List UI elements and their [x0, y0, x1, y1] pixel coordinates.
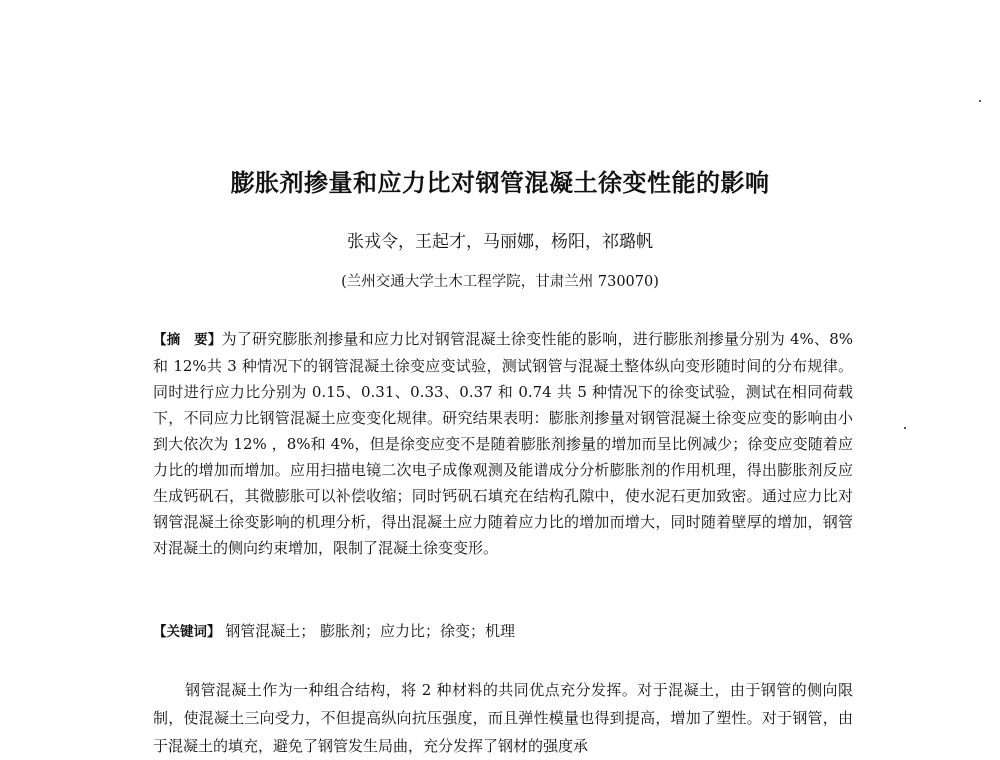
- affiliation: (兰州交通大学土木工程学院，甘肃兰州 730070): [341, 274, 659, 290]
- keywords: [153, 618, 853, 645]
- abstract-label: 【摘 要】: [153, 332, 222, 348]
- abstract: [153, 326, 853, 561]
- body-paragraph: 钢管混凝土作为一种组合结构，将 2 种材料的共同优点充分发挥。对于混凝土，由于钢管的侧向限制，使混凝土三向受力，不但提高纵向抗压强度，而且弹性模量也得到提高，增加了塑性。对于钢管，由于混凝土的填充，避免了钢管发生局曲，充分发挥了钢材的强度承: [153, 681, 853, 755]
- author-list: 张戎令，王起才，马丽娜，杨阳，祁璐帆: [347, 232, 653, 252]
- keywords-text: 钢管混凝土； 膨胀剂；应力比；徐变；机理: [220, 622, 516, 640]
- abstract-text: 为了研究膨胀剂掺量和应力比对钢管混凝土徐变性能的影响，进行膨胀剂掺量分别为 4%、8%和 12%共 3 种情况下的钢管混凝土徐变应变试验，测试钢管与混凝土整体纵向变形随时间的分布规律。同时进行应力比分别为 0.15、0.31、0.33、0.37 和 0.74 共 5 种情况下的徐变试验，测试在相同荷载下，不同应力比钢管混凝土应变变化规律。研究结果表明：膨胀剂掺量对钢管混凝土徐变应变的影响由小到大依次为 12% ，8%和 4%，但是徐变应变不是随着膨胀剂掺量的增加而呈比例减少；徐变应变随着应力比的增加而增加。应用扫描电镜二次电子成像观测及能谱成分分析膨胀剂的作用机理，得出膨胀剂反应生成钙矾石，其微膨胀可以补偿收缩；同时钙矾石填充在结构孔隙中，使水泥石更加致密。通过应力比对钢管混凝土徐变影响的机理分析，得出混凝土应力随着应力比的增加而增大，同时随着壁厚的增加，钢管对混凝土的侧向约束增加，限制了混凝土徐变变形。: [153, 330, 853, 557]
- scan-speck: [904, 427, 906, 429]
- paper-title: 膨胀剂掺量和应力比对钢管混凝土徐变性能的影响: [230, 169, 770, 197]
- keywords-label: 【关键词】: [153, 624, 221, 640]
- scan-speck: [979, 100, 981, 102]
